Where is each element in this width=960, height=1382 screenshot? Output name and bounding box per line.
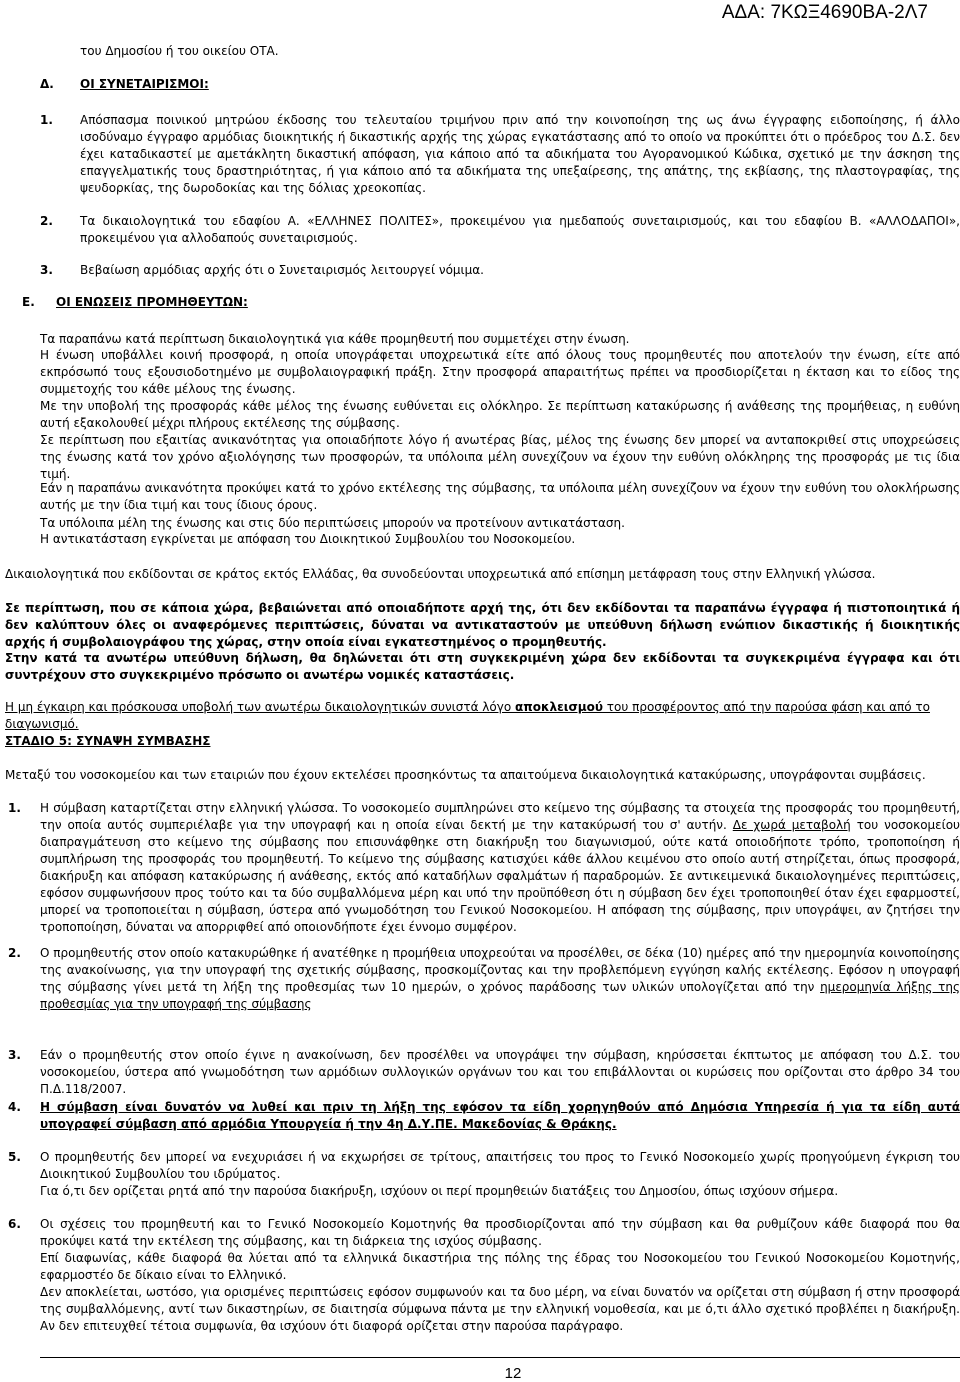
bold-para-2: Στην κατά τα ανωτέρω υπεύθυνη δήλωση, θα δηλώνεται ότι στη συγκεκριμένη χώρα δεν εκδίδονται τα συγκεκριμένα έγγραφα και ότι συντρέχουν στο συγκεκριμένο πρόσωπο οι ανωτέρω νομικές καταστάσεις. [5, 651, 960, 682]
section-e-title: ΟΙ ΕΝΩΣΕΙΣ ΠΡΟΜΗΘΕΥΤΩΝ: [56, 295, 248, 309]
s5-item6-extra2: Δεν αποκλείεται, ωστόσο, για ορισμένες περιπτώσεις εφόσον συμφωνούν και τα δυο μέρη, να είναι δυνατόν να ορίζεται στη σύμβαση ή στην προσφορά της συμβαλλόμενης, αντί των δικαστηρίων, σε διαιτησία σύμφωνα πάντα με την ελληνική νομοθεσία, και με ό,τι άλλο σχετικό προβλέπει η διακήρυξη. Αν δεν επιτευχθεί τέτοια συμφωνία, θα ισχύουν ότι διαφορά ορίζεται στην παρούσα παράγραφο. [40, 1285, 960, 1333]
e-p3 [40, 398, 960, 432]
s5-item1-a: Η σύμβαση καταρτίζεται στην ελληνική γλώσσα. Το νοσοκομείο συμπληρώνει στο κείμενο της σύμβασης τα στοιχεία της προσφοράς του προμηθευτή, την οποία αυτός συμπεριέλαβε για την υπογραφή και η οποία είναι δεκτή με την κατακύρωσή του σ' αυτήν. [40, 801, 960, 832]
s5-item6-num: 6. [8, 1217, 21, 1231]
bold-para-1: Σε περίπτωση, που σε κάποια χώρα, βεβαιώνεται από οποιαδήποτε αρχή της, ότι δεν εκδίδονται τα παραπάνω έγγραφα ή πιστοποιητικά ή δεν καλύπτουν όλες οι αναφερόμενες περιπτώσεις, δύναται να αντικαταστούν με υπεύθυνη δήλωση ενώπιον δικαστικής ή διοικητικής αρχής ή συμβολαιογράφου της χώρας, στην οποία είναι εγκατεστημένος ο προμηθευτής. [5, 601, 960, 649]
page-number: 12 [504, 1365, 522, 1382]
s5-item4-text: Η σύμβαση είναι δυνατόν να λυθεί και πριν τη λήξη της εφόσον τα είδη χορηγηθούν από Δημόσια Υπηρεσία ή για τα είδη αυτά υπογραφεί σύμβαση από αρμόδια Υπουργεία ή την 4η Δ.Υ.ΠΕ. Μακεδονίας & Θράκης. [40, 1100, 960, 1131]
d-item3-num: 3. [40, 263, 53, 277]
s5-item6-text: Οι σχέσεις του προμηθευτή και το Γενικό Νοσοκομείο Κομοτηνής θα προσδιορίζονται από την σύμβαση και θα ρυθμίζουν κάθε διαφορά που θα προκύψει κατά την εκτέλεση της σύμβασης, και τη διάρκεια της ισχύος σύμβασης. [40, 1217, 960, 1248]
s5-item2-a: Ο προμηθευτής στον οποίο κατακυρώθηκε ή ανατέθηκε η προμήθεια υποχρεούται να προσέλθει, σε δέκα (10) ημέρες από την ημερομηνία κοινοποίησης της ανακοίνωσης, για την υπογραφή της σχετικής σύμβασης, προσκομίζοντας και την προβλεπόμενη εγγύηση καλής εκτέλεσης. Εφόσον η υπογραφή της σύμβασης γίνει μετά τη λήξη της προθεσμίας των 10 ημερών, ο χρόνος παράδοσης των υλικών υπολογίζεται από την [40, 946, 960, 994]
e-p7: Η αντικατάσταση εγκρίνεται με απόφαση του Διοικητικού Συμβουλίου του Νοσοκομείου. [40, 532, 576, 546]
s5-item3-num: 3. [8, 1048, 21, 1062]
exclusion-bold: αποκλεισμού [515, 700, 603, 714]
d-item2-num: 2. [40, 214, 53, 228]
section-d-label: Δ. [40, 77, 54, 91]
s5-item5-num: 5. [8, 1150, 21, 1164]
e-p5: Εάν η παραπάνω ανικανότητα προκύψει κατά το χρόνο εκτέλεσης της σύμβασης, τα υπόλοιπα μέλη συνεχίζουν να έχουν την ευθύνη του ολοκλήρωσης αυτής με την ίδια τιμή και τους ίδιους όρους. [40, 481, 960, 512]
e-p1: Τα παραπάνω κατά περίπτωση δικαιολογητικά για κάθε προμηθευτή που συμμετέχει στην ένωση. [40, 332, 630, 346]
s5-item1-u: Δε χωρά μεταβολή [732, 818, 851, 832]
d-item1-num: 1. [40, 113, 53, 127]
d-item1-text: Απόσπασμα ποινικού μητρώου έκδοσης του τελευταίου τριμήνου πριν από την κοινοποίηση της ως άνω έγγραφης ειδοποίησης, ή άλλο ισοδύναμο έγγραφο αρμόδιας διοικητικής ή δικαστικής αρχής της χώρας εγκατάστασης από το οποίο να προκύπτει ότι ο πρόεδρος του Δ.Σ. δεν έχει καταδικαστεί με αμετάκλητη δικαστική απόφαση, για κάποιο από τα αδικήματα του Αγορανομικού Κώδικα, σχετικό με την άσκηση της επαγγελματικής τους δραστηριότητας, ή για κάποιο από τα αδικήματα της υπεξαίρεσης, της απάτης, της εκβίασης, της πλαστογραφίας, της ψευδορκίας, της δωροδοκίας και της δόλιας χρεοκοπίας. [80, 113, 960, 195]
top-line: του Δημοσίου ή του οικείου ΟΤΑ. [80, 44, 279, 58]
section-e-label: Ε. [22, 295, 35, 309]
s5-item2-num: 2. [8, 946, 21, 960]
footer-rule [40, 1357, 960, 1358]
d-item3-text: Βεβαίωση αρμόδιας αρχής ότι ο Συνεταιρισμός λειτουργεί νόμιμα. [80, 263, 484, 277]
s5-item2-u: ημερομηνία λήξης της προθεσμίας για την υπογραφή της σύμβασης [40, 980, 960, 1011]
s5-item3-text: Εάν ο προμηθευτής στον οποίο έγινε η ανακοίνωση, δεν προσέλθει να υπογράψει την σύμβαση, κηρύσσεται έκπτωτος με απόφαση του Δ.Σ. του νοσοκομείου, ύστερα από γνωμοδότηση των αρμόδιων συλλογικών οργάνων του και του επιβάλλονται οι κυρώσεις που ορίζονται στο άρθρο 34 του Π.Δ.118/2007. [40, 1048, 960, 1096]
s5-item5-text: Ο προμηθευτής δεν μπορεί να ενεχυριάσει ή να εκχωρήσει σε τρίτους, απαιτήσεις του προς το Γενικό Νοσοκομείο χωρίς προηγούμενη έγκριση του Διοικητικού Συμβουλίου του ιδρύματος. [40, 1150, 960, 1181]
e-p3b: Σε περίπτωση κατακύρωσης ή ανάθεσης της προμήθειας, η ευθύνη αυτή εξακολουθεί μέχρι πλήρους εκτέλεσης της σύμβασης. [40, 399, 960, 430]
stage5-intro: Μεταξύ του νοσοκομείου και των εταιριών που έχουν εκτελέσει προσηκόντως τα απαιτούμενα δικαιολογητικά κατακύρωσης, υπογράφονται συμβάσεις. [5, 768, 926, 782]
s5-item4-num: 4. [8, 1100, 21, 1114]
s5-item1-b: του νοσοκομείου διαπραγμάτευση στο κείμενο της σύμβασης που επισυνάφθηκε στη διακήρυξη του διαγωνισμού, ούτε κατά οποιοδήποτε τρόπο, τροποποίηση ή συμπλήρωση της προσφοράς του προμηθευτή. Το κείμενο της σύμβασης κατισχύει κάθε άλλου κειμένου στο οποίο αυτή στηρίζεται, όπως προσφορά, διακήρυξη και απόφαση κατακύρωσης ή ανάθεσης, εκτός από καταδήλων σφαλμάτων ή παραδρομών. Σε αντικειμενικά δικαιολογημένες περιπτώσεις, εφόσον συμφωνήσουν προς τούτο και τα δύο συμβαλλόμενα μέρη και υπό την προϋπόθεση ότι η σύμβαση δεν έχει τροποποιηθεί όταν έχει εφαρμοστεί, μπορεί να τροποποιείται η σύμβαση, ύστερα από γνωμοδότηση του Γενικού Νοσοκομείου. Η απόφαση της σύμβασης, πριν υπογράψει, αν ζητήσει την τροποποίηση, δύναται να απορριφθεί από οποιονδήποτε έχει έννομο συμφέρον. [40, 818, 960, 934]
s5-item1-num: 1. [8, 801, 21, 815]
e-p4: Σε περίπτωση που εξαιτίας ανικανότητας για οποιαδήποτε λόγο ή ανωτέρας βίας, μέλος της ένωσης δεν μπορεί να ανταποκριθεί στις υποχρεώσεις της ένωσης κατά τον χρόνο αξιολόγησης των προσφορών, τα υπόλοιπα μέλη συνεχίζουν να έχουν την ευθύνη ολόκληρης της προσφοράς με τις ίδια τιμή. [40, 433, 960, 481]
ada-header: ΑΔΑ: 7ΚΩΞ4690ΒΑ-2Λ7 [721, 2, 928, 23]
exclusion-before: Η μη έγκαιρη και πρόσκουσα υποβολή των ανωτέρω δικαιολογητικών συνιστά λόγο [5, 700, 515, 714]
s5-item5-extra: Για ό,τι δεν ορίζεται ρητά από την παρούσα διακήρυξη, ισχύουν οι περί προμηθειών διατάξεις του Δημοσίου, όπως ισχύουν σήμερα. [40, 1184, 839, 1198]
s5-item1-text [40, 800, 960, 936]
e-p3a: Με την υποβολή της προσφοράς κάθε μέλος της ένωσης ευθύνεται εις ολόκληρο. [40, 399, 543, 413]
e-p2b: Στην προσφορά απαραιτήτως πρέπει να προσδιορίζεται η έκταση και το είδος της συμμετοχής του κάθε μέλους της ένωσης. [40, 365, 960, 396]
exclusion-note [5, 699, 960, 733]
e-p6: Τα υπόλοιπα μέλη της ένωσης και στις δύο περιπτώσεις μπορούν να προτείνουν αντικατάσταση. [40, 516, 625, 530]
stage5-title: ΣΤΑΔΙΟ 5: ΣΥΝΑΨΗ ΣΥΜΒΑΣΗΣ [5, 734, 211, 748]
e-p2a: Η ένωση υποβάλλει κοινή προσφορά, η οποία υπογράφεται υποχρεωτικά είτε από όλους τους προμηθευτές που αποτελούν την ένωση, είτε από εκπρόσωπό τους εξουσιοδοτημένο με συμβολαιογραφική πράξη. [40, 348, 960, 379]
exclusion-after: του προσφέροντος από την παρούσα φάση και από το διαγωνισμό. [5, 700, 930, 731]
section-d-title: ΟΙ ΣΥΝΕΤΑΙΡΙΣΜΟΙ: [80, 77, 209, 91]
e-p2 [40, 347, 960, 398]
d-item2-text: Τα δικαιολογητικά του εδαφίου Α. «ΕΛΛΗΝΕΣ ΠΟΛΙΤΕΣ», προκειμένου για ημεδαπούς συνεταιρισμούς, και του εδαφίου Β. «ΑΛΛΟΔΑΠΟΙ», προκειμένου για αλλοδαπούς συνεταιρισμούς. [80, 214, 960, 245]
s5-item2-text [40, 945, 960, 1013]
foreign-docs-note: Δικαιολογητικά που εκδίδονται σε κράτος εκτός Ελλάδας, θα συνοδεύονται υποχρεωτικά από επίσημη μετάφραση τους στην Ελληνική γλώσσα. [5, 567, 876, 581]
s5-item6-extra: Επί διαφωνίας, κάθε διαφορά θα λύεται από τα ελληνικά δικαστήρια της πόλης της έδρας του Νοσοκομείου του Γενικού Νοσοκομείου Κομοτηνής, εφαρμοστέο δε δίκαιο είναι το Ελληνικό. [40, 1251, 960, 1282]
